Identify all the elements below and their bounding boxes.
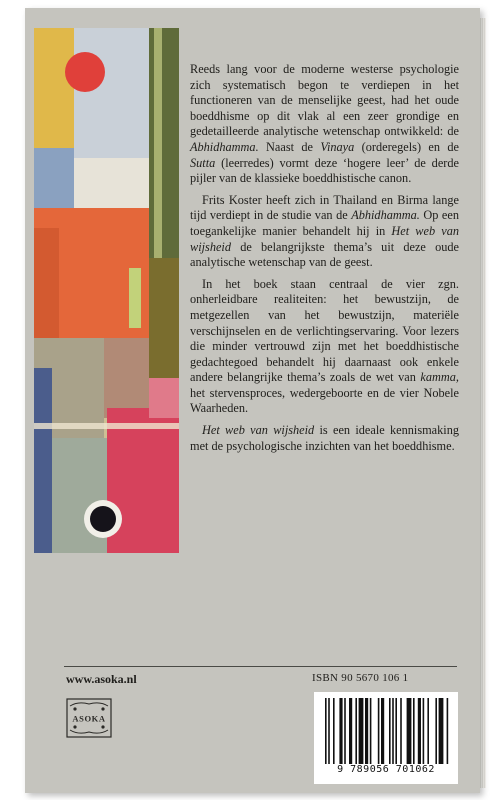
red-circle-shape [65,52,105,92]
barcode-number: 9 789056 701062 [337,764,435,775]
barcode-bar [447,698,449,764]
barcode-panel [314,692,458,784]
barcode-bar [427,698,429,764]
back-cover-blurb [190,62,459,460]
barcode-bar [435,698,437,764]
barcode-bar [378,698,380,764]
barcode-bar [349,698,352,764]
barcode-bar [423,698,425,764]
blurb-paragraph-3: In het boek staan centraal de vier zgn. onherleidbare realiteiten: het bewustzijn, de metgezellen van het bewustzijn, materiële verschijnselen en de verlichtingservaring. Voor lezers die minder vertrouwd zijn met het boeddhistische gedachtegoed behandelt hij daarnaast ook enkele andere belangrijke thema’s zoals de wet van kamma, het stervensproces, wedergeboorte en de vier Nobele Waarheden. [190,276,459,416]
barcode-bar [439,698,444,764]
barcode-bar [395,698,397,764]
barcode-bar [392,698,394,764]
barcode-bar [333,698,335,764]
barcode-bar [359,698,364,764]
barcode-bar [381,698,384,764]
barcode-bar [400,698,402,764]
cover-artwork [34,28,179,553]
blurb-paragraph-2: Frits Koster heeft zich in Thailand en Birma lange tijd verdiept in de studie van de Abhidhamma. Op een toegankelijke manier behandelt hij in Het web van wijsheid de belangrijkste thema’s uit deze oude analytische wetenschap van de geest. [190,192,459,270]
footer-divider [64,666,457,667]
barcode-bar [407,698,412,764]
page-edges [480,18,486,788]
barcode-bar [413,698,415,764]
barcode-bar [344,698,346,764]
blurb-paragraph-1: Reeds lang voor de moderne westerse psychologie zich systematisch begon te verdiepen in het functioneren van de menselijke geest, had het oude boeddhisme op dit vlak al een zeer grondige en gedetailleerde analytische wetenschap ontwikkeld: de Abhidhamma. Naast de Vinaya (orderegels) en de Sutta (leerredes) vormt deze ‘hogere leer’ de derde pijler van de klassieke boeddhistische canon. [190,62,459,186]
barcode-bar [370,698,372,764]
barcode-bar [365,698,368,764]
publisher-url[interactable]: www.asoka.nl [66,672,137,686]
asoka-logo-icon [66,698,112,738]
blurb-paragraph-4: Het web van wijsheid is een ideale kennismaking met de psychologische inzichten van het boeddhisme. [190,423,459,453]
barcode-bar [355,698,357,764]
barcode-bar [325,698,327,764]
barcode-bar [328,698,330,764]
barcode-bar [418,698,421,764]
barcode-bar [339,698,342,764]
barcode-bar [389,698,391,764]
isbn-number: ISBN 90 5670 106 1 [312,672,409,684]
svg-text:ASOKA: ASOKA [72,713,106,724]
ean-barcode [323,698,449,764]
